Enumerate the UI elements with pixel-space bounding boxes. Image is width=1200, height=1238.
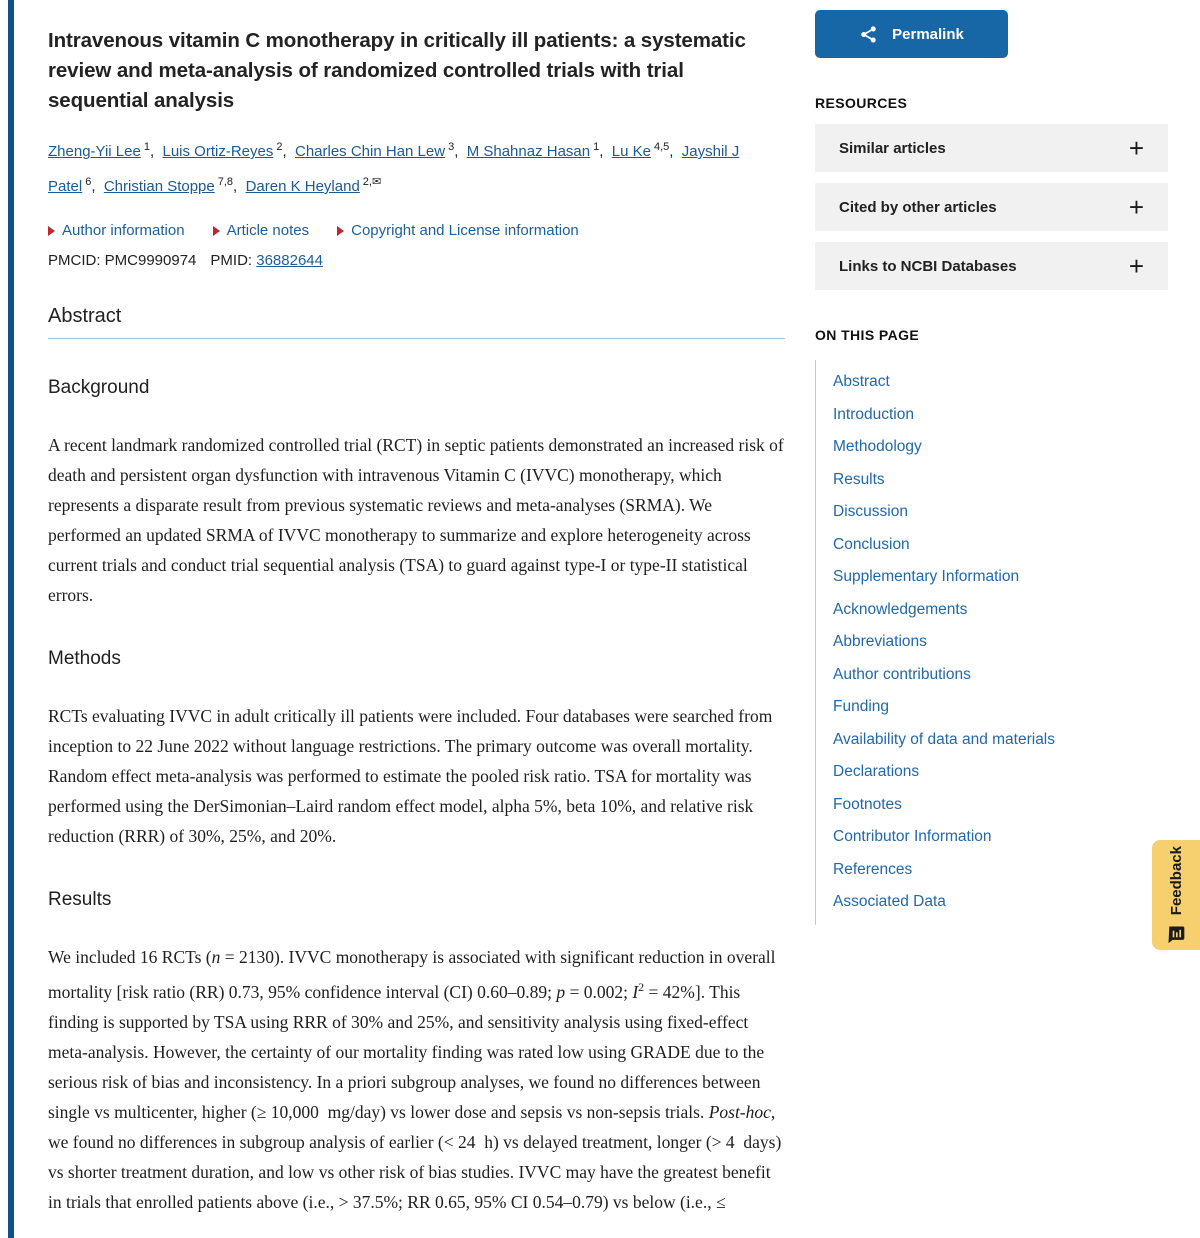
article-meta-links [48, 222, 785, 239]
meta-expander[interactable] [48, 222, 185, 239]
toc-link[interactable]: Abbreviations [833, 633, 927, 650]
sidebar [815, 10, 1168, 925]
section-heading: Results [48, 889, 112, 910]
toc-link[interactable]: Funding [833, 698, 890, 715]
author-separator: , [149, 143, 159, 160]
permalink-button[interactable] [815, 10, 1008, 58]
abstract-section [48, 889, 785, 1217]
accordion-label: Links to NCBI Databases [839, 257, 1017, 275]
author-separator: , [599, 143, 608, 160]
author-superscript: 2 [276, 141, 283, 153]
share-icon [859, 25, 878, 44]
author-superscript: 4,5 [653, 141, 670, 153]
accordion-label: Similar articles [839, 139, 946, 157]
meta-expander[interactable] [337, 222, 579, 239]
left-accent-bar [8, 0, 14, 1238]
section-paragraph: A recent landmark randomized controlled trial (RCT) in septic patients demonstrated an increased risk of death and persistent organ dysfunction with intravenous Vitamin C (IVVC) monotherapy, which represents a disparate result from previous systematic reviews and meta-analyses (SRMA). We performed an updated SRMA of IVVC monotherapy to summarize and explore heterogeneity across current trials and conduct trial sequential analysis (TSA) to guard against type-I or type-II statistical errors. [48, 435, 784, 605]
plus-icon: + [1128, 251, 1144, 281]
author-link[interactable]: Lu Ke [611, 143, 651, 160]
author-separator: , [282, 143, 291, 160]
toc-link[interactable]: Methodology [833, 438, 922, 455]
toc-link[interactable]: Introduction [833, 405, 914, 423]
author [467, 143, 608, 160]
accordion-row[interactable] [815, 124, 1168, 172]
abstract-section [48, 648, 785, 851]
author-superscript: 1 [143, 141, 150, 153]
plus-icon: + [1128, 133, 1144, 163]
toc-link[interactable]: Supplementary Information [833, 568, 1020, 585]
resources-heading: RESOURCES [815, 95, 908, 111]
author-separator: , [91, 178, 100, 195]
pmid-link[interactable]: 36882644 [256, 252, 323, 269]
expander-arrow-icon [337, 226, 344, 236]
author-superscript: 7,8 [217, 176, 234, 188]
page-title: Intravenous vitamin C monotherapy in critically ill patients: a systematic review and meta-analysis of randomized controlled trials with trial sequential analysis [48, 29, 746, 112]
author-link[interactable]: Daren K Heyland [245, 178, 360, 195]
author [612, 143, 678, 160]
abstract-heading: Abstract [48, 305, 785, 339]
author-list [48, 132, 785, 202]
expander-arrow-icon [48, 226, 55, 236]
meta-link[interactable]: Author information [62, 222, 185, 239]
author [295, 143, 463, 160]
section-paragraph: We included 16 RCTs (n = 2130). IVVC monotherapy is associated with significant reduction in overall mortality [risk ratio (RR) 0.73, 95% confidence interval (CI) 0.60–0.89; p = 0.002; $I^2 = 42\%$]. This finding is supported by TSA using RRR of 30% and 25%, and sensitivity analysis using fixed-effect meta-analysis. However, the certainty of our mortality finding was rated low using GRADE due to the serious risk of bias and inconsistency. In a priori subgroup analyses, we found no differences between single vs multicenter, higher (≥ 10,000 mg/day) vs lower dose and sepsis vs non-sepsis trials. Post-hoc, we found no differences in subgroup analysis of earlier (< 24 h) vs delayed treatment, longer (> 4 days) vs shorter treatment duration, and low vs other risk of bias studies. IVVC may have the greatest benefit in trials that enrolled patients above (i.e., > 37.5%; RR 0.65, 95% CI 0.54–0.79) vs below (i.e., ≤ [48, 947, 782, 1212]
author-link[interactable]: M Shahnaz Hasan [466, 143, 591, 160]
feedback-label: Feedback [1167, 845, 1185, 916]
author-separator: , [454, 143, 463, 160]
resources-accordions [815, 124, 1168, 290]
toc-link[interactable]: Conclusion [833, 535, 910, 553]
toc-link[interactable]: Contributor Information [833, 828, 992, 845]
author-superscript: 3 [448, 141, 455, 153]
article-main [48, 0, 785, 1217]
author [104, 178, 242, 195]
author-separator: , [233, 178, 242, 195]
author-superscript: 2,✉ [362, 176, 382, 188]
author-link[interactable]: Luis Ortiz-Reyes [162, 143, 274, 160]
toc-link[interactable]: Abstract [833, 373, 890, 390]
author [162, 143, 290, 160]
accordion-label: Cited by other articles [839, 198, 997, 216]
meta-link[interactable]: Copyright and License information [351, 222, 579, 239]
author-link[interactable]: Christian Stoppe [103, 178, 215, 195]
on-this-page-nav [815, 360, 1168, 925]
author [48, 143, 158, 160]
author-superscript: 6 [85, 176, 92, 188]
feedback-form-icon [1166, 924, 1186, 944]
toc-link[interactable]: Discussion [833, 503, 908, 520]
feedback-tab[interactable] [1152, 840, 1200, 950]
author-superscript: 1 [593, 141, 600, 153]
author-link[interactable]: Zheng-Yii Lee [48, 143, 141, 160]
expander-arrow-icon [213, 226, 220, 236]
article-ids [48, 252, 785, 269]
meta-link[interactable]: Article notes [226, 222, 310, 239]
toc-link[interactable]: Associated Data [833, 893, 946, 910]
author-separator: , [669, 143, 678, 160]
pmid-label: PMID: [210, 252, 257, 269]
accordion-row[interactable] [815, 183, 1168, 231]
pmcid-text: PMCID: PMC9990974 [48, 252, 197, 269]
toc-link[interactable]: Results [833, 470, 885, 488]
meta-expander[interactable] [213, 222, 310, 239]
accordion-row[interactable] [815, 242, 1168, 290]
section-heading: Methods [48, 648, 121, 669]
permalink-label: Permalink [892, 25, 964, 43]
author-link[interactable]: Charles Chin Han Lew [294, 143, 446, 160]
on-this-page-heading: ON THIS PAGE [815, 327, 920, 343]
toc-link[interactable]: Author contributions [833, 665, 971, 683]
toc-link[interactable]: Acknowledgements [833, 600, 968, 618]
toc-link[interactable]: Footnotes [833, 795, 902, 813]
toc-link[interactable]: References [833, 860, 913, 878]
section-heading: Background [48, 377, 150, 398]
abstract-sections [48, 377, 785, 1217]
author [246, 178, 382, 195]
plus-icon: + [1128, 192, 1144, 222]
author-link[interactable]: Jayshil J Patel [48, 143, 740, 195]
section-paragraph: RCTs evaluating IVVC in adult critically ill patients were included. Four databases were searched from inception to 22 June 2022 without language restrictions. The primary outcome was overall mortality. Random effect meta-analysis was performed to estimate the pooled risk ratio. TSA for mortality was performed using the DerSimonian–Laird random effect model, alpha 5%, beta 10%, and relative risk reduction (RRR) of 30%, 25%, and 20%. [48, 706, 773, 846]
toc-link[interactable]: Declarations [833, 763, 920, 780]
abstract-section [48, 377, 785, 610]
toc-link[interactable]: Availability of data and materials [833, 730, 1056, 748]
